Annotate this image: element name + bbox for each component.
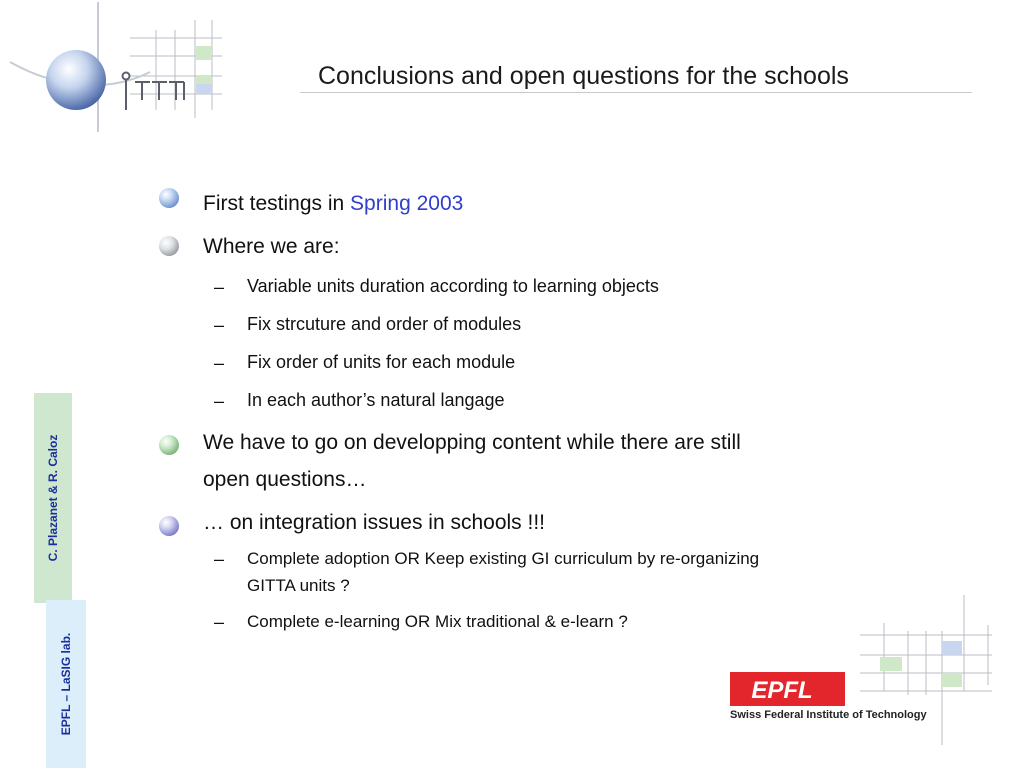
bullet-icon	[159, 188, 179, 208]
lab-credit: EPFL – LaSIG lab.	[59, 632, 73, 736]
title-divider	[300, 92, 972, 93]
sidebar-lab	[46, 600, 86, 768]
dash-marker: –	[214, 549, 225, 569]
dash-marker: –	[214, 277, 225, 297]
dash-marker: –	[214, 315, 225, 335]
dash-marker: –	[214, 391, 225, 411]
bullet-text: First testings in	[203, 192, 351, 215]
bullet-icon	[159, 435, 179, 455]
sidebar-credit	[34, 393, 72, 603]
bullet-line: open questions…	[203, 468, 367, 491]
epfl-wordmark: EPFL	[751, 677, 813, 704]
sub-item	[247, 545, 759, 599]
epfl-caption: Swiss Federal Institute of Technology	[730, 709, 927, 721]
bullet-line: We have to go on developping content while there are still	[203, 431, 741, 454]
sub-item: Complete e-learning OR Mix traditional & e-learn ?	[247, 612, 628, 631]
sub-item: Variable units duration according to learning objects	[247, 276, 659, 296]
bullet-developping-content	[203, 424, 741, 498]
bullet-icon	[159, 516, 179, 536]
bullet-where-we-are: Where we are:	[203, 235, 340, 258]
bullet-first-testings	[203, 185, 463, 222]
sub-item-line: Complete adoption OR Keep existing GI curriculum by re-organizing	[247, 549, 760, 568]
dash-marker: –	[214, 353, 225, 373]
dash-marker: –	[214, 612, 225, 632]
highlight-date: Spring 2003	[350, 192, 464, 215]
sub-item: Fix order of units for each module	[247, 352, 516, 372]
author-credit: C. Plazanet & R. Caloz	[46, 434, 60, 562]
bullet-icon	[159, 236, 179, 256]
epfl-logo	[720, 595, 1000, 765]
slide-title: Conclusions and open questions for the schools	[318, 62, 849, 90]
sub-item-line: GITTA units ?	[247, 576, 350, 595]
sub-item: Fix strcuture and order of modules	[247, 314, 522, 334]
bullet-integration-issues: … on integration issues in schools !!!	[203, 511, 546, 534]
sub-item: In each author’s natural langage	[247, 390, 505, 410]
gitta-logo	[0, 0, 240, 140]
